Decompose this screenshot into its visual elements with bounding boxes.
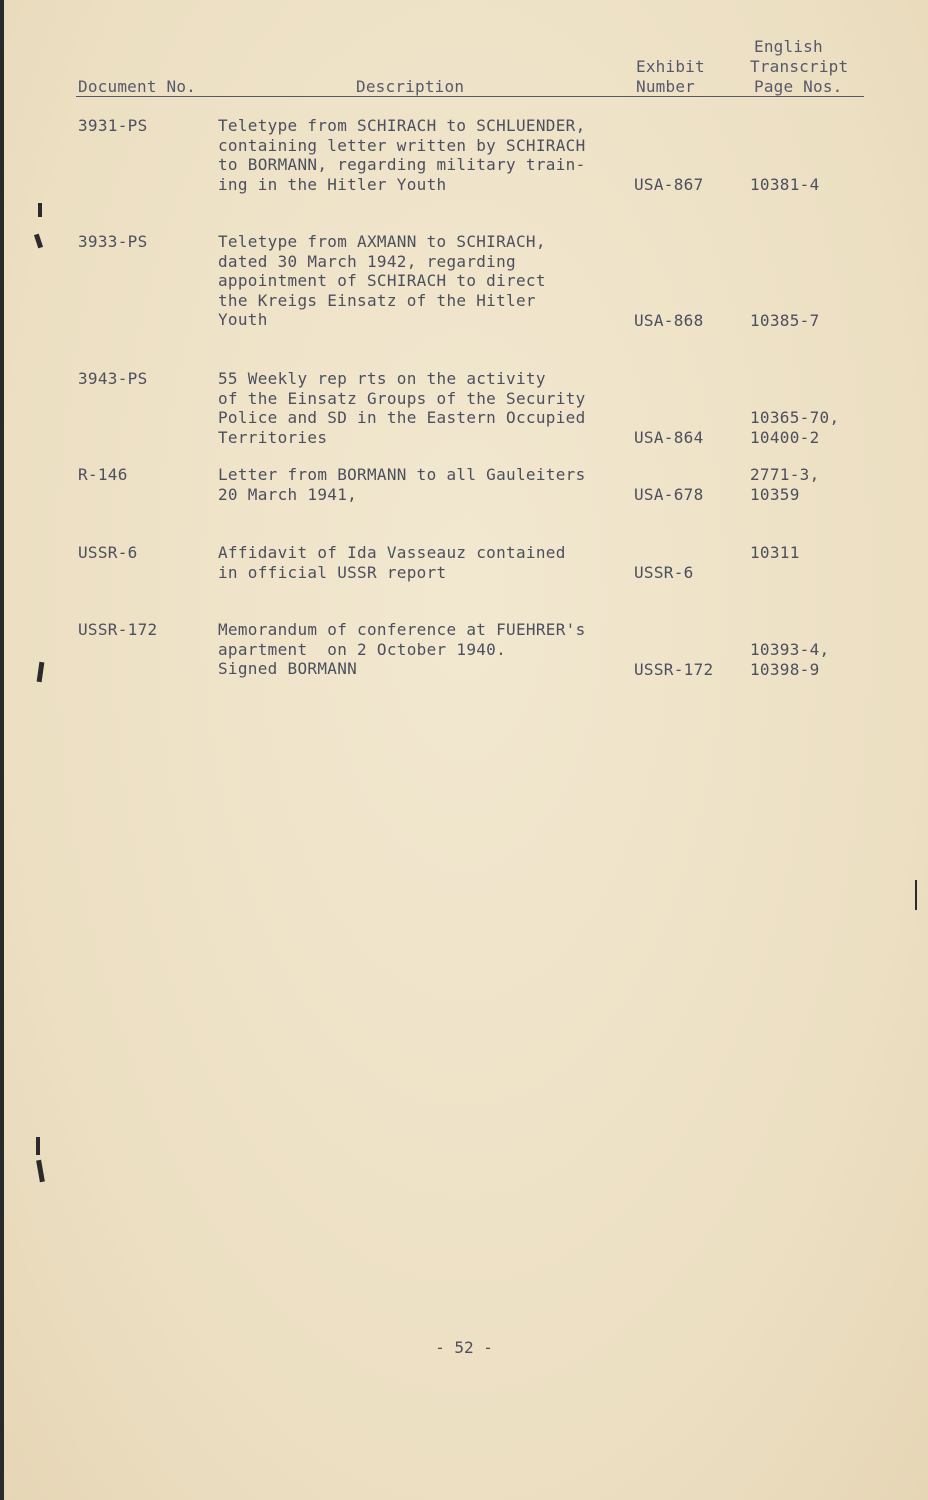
page-edge bbox=[0, 0, 4, 1500]
header-description: Description bbox=[356, 77, 465, 96]
row-2-description: Teletype from AXMANN to SCHIRACH, dated 30 March 1942, regarding appointment of SCHIRACH to direct the Kreigs Einsatz of the Hitler Youth bbox=[218, 232, 546, 329]
row-4-exhibit-number: USA-678 bbox=[634, 485, 704, 504]
binding-mark bbox=[38, 203, 42, 217]
header-document-no: Document No. bbox=[78, 77, 196, 96]
header-exhibit-line1: Exhibit bbox=[636, 57, 705, 76]
row-5-exhibit-number: USSR-6 bbox=[634, 563, 694, 582]
row-6-exhibit-number: USSR-172 bbox=[634, 660, 714, 679]
row-6-document-no: USSR-172 bbox=[78, 620, 158, 639]
row-4-document-no: R-146 bbox=[78, 465, 128, 484]
row-1-exhibit-number: USA-867 bbox=[634, 175, 704, 194]
row-1-document-no: 3931-PS bbox=[78, 116, 148, 135]
row-2-transcript-pages: 10385-7 bbox=[750, 311, 820, 330]
row-5-transcript-pages: 10311 bbox=[750, 543, 800, 562]
binding-mark bbox=[36, 1137, 40, 1155]
row-3-exhibit-number: USA-864 bbox=[634, 428, 704, 447]
header-underline bbox=[76, 96, 864, 97]
row-2-exhibit-number: USA-868 bbox=[634, 311, 704, 330]
binding-mark bbox=[37, 662, 45, 683]
paper-crease bbox=[915, 880, 917, 910]
header-transcript-line3: Page Nos. bbox=[754, 77, 843, 96]
header-transcript-line1: English bbox=[754, 37, 823, 56]
row-2-document-no: 3933-PS bbox=[78, 232, 148, 251]
row-4-transcript-pages: 2771-3, 10359 bbox=[750, 465, 820, 504]
row-3-transcript-pages: 10365-70, 10400-2 bbox=[750, 408, 840, 447]
page-number: - 52 - bbox=[435, 1338, 493, 1357]
binding-mark bbox=[36, 1160, 45, 1183]
row-3-document-no: 3943-PS bbox=[78, 369, 148, 388]
binding-mark bbox=[34, 234, 43, 249]
header-exhibit-line2: Number bbox=[636, 77, 695, 96]
row-3-description: 55 Weekly rep rts on the activity of the Einsatz Groups of the Security Police and SD in the Eastern Occupied Territories bbox=[218, 369, 586, 447]
header-transcript-line2: Transcript bbox=[750, 57, 849, 76]
row-4-description: Letter from BORMANN to all Gauleiters 20 March 1941, bbox=[218, 465, 586, 504]
row-1-transcript-pages: 10381-4 bbox=[750, 175, 820, 194]
row-6-transcript-pages: 10393-4, 10398-9 bbox=[750, 640, 830, 679]
row-1-description: Teletype from SCHIRACH to SCHLUENDER, containing letter written by SCHIRACH to BORMANN, regarding military train- ing in the Hitler Youth bbox=[218, 116, 586, 194]
row-5-document-no: USSR-6 bbox=[78, 543, 138, 562]
row-6-description: Memorandum of conference at FUEHRER's apartment on 2 October 1940. Signed BORMANN bbox=[218, 620, 586, 678]
row-5-description: Affidavit of Ida Vasseauz contained in official USSR report bbox=[218, 543, 566, 582]
